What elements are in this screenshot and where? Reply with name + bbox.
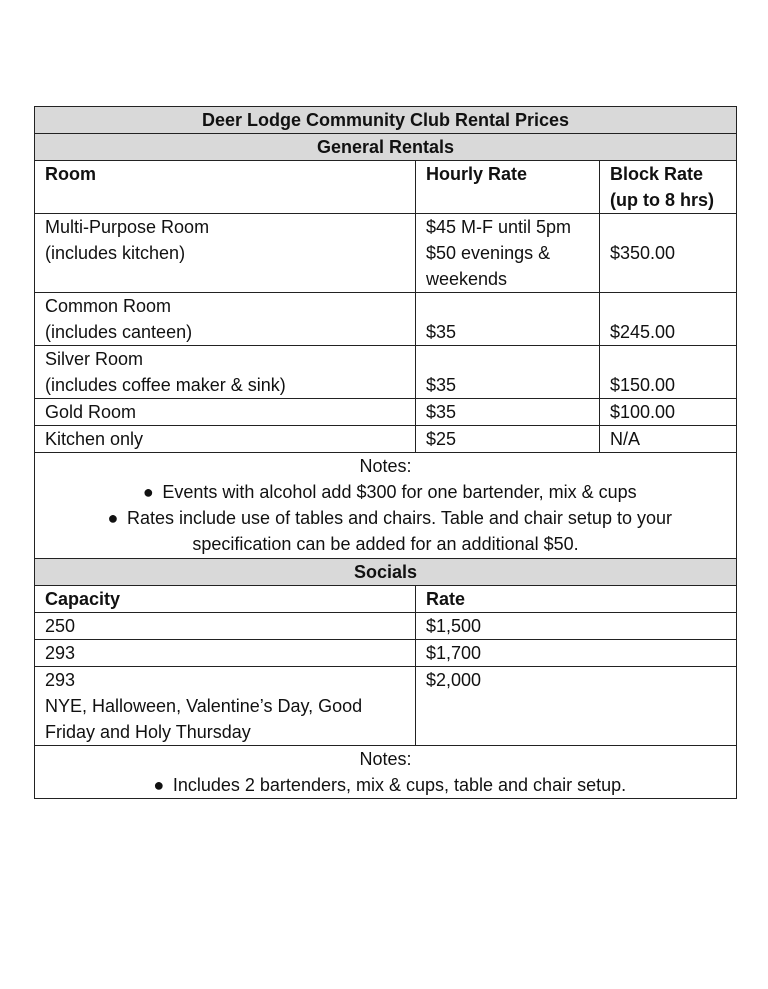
- room-name: Common Room: [45, 296, 172, 316]
- capacity-cell: [35, 667, 416, 746]
- block-rate-header-line1: Block Rate: [610, 164, 704, 184]
- capacity-note-line2: Friday and Holy Thursday: [45, 722, 251, 742]
- block-rate-header: [600, 161, 737, 214]
- hourly-rate-cell: $35: [416, 293, 600, 346]
- hourly-rate-cell: $25: [416, 426, 600, 453]
- note-item: [45, 772, 726, 798]
- note-text: Includes 2 bartenders, mix & cups, table and chair setup.: [172, 775, 627, 795]
- note-item: [45, 479, 726, 505]
- bullet-icon: ●: [153, 775, 165, 795]
- hourly-rate-cell: $35: [416, 399, 600, 426]
- hourly-rate-line3: weekends: [426, 269, 508, 289]
- room-header: Room: [35, 161, 416, 214]
- hourly-rate-header: Hourly Rate: [416, 161, 600, 214]
- note-text: Events with alcohol add $300 for one bartender, mix & cups: [162, 482, 637, 502]
- socials-notes: [35, 746, 737, 799]
- hourly-rate-cell: $35: [416, 346, 600, 399]
- note-text: Rates include use of tables and chairs. Table and chair setup to your: [126, 508, 672, 528]
- general-rentals-heading: General Rentals: [35, 134, 737, 161]
- room-cell: [35, 293, 416, 346]
- room-name: Multi-Purpose Room: [45, 217, 210, 237]
- capacity-header: Capacity: [35, 586, 416, 613]
- note-text-continued: specification can be added for an additional $50.: [192, 534, 579, 554]
- notes-label: Notes:: [359, 749, 412, 769]
- notes-label: Notes:: [359, 456, 412, 476]
- hourly-rate-line2: $50 evenings &: [426, 243, 551, 263]
- general-header-row: [35, 161, 737, 214]
- general-notes-row: [35, 453, 737, 559]
- note-item: [45, 505, 726, 531]
- rate-cell: $1,500: [416, 613, 737, 640]
- capacity-cell: 293: [35, 640, 416, 667]
- block-rate-cell: $350.00: [600, 214, 737, 293]
- table-row: [35, 613, 737, 640]
- room-name: Gold Room: [35, 399, 416, 426]
- capacity-cell: 250: [35, 613, 416, 640]
- block-rate-cell: $150.00: [600, 346, 737, 399]
- rate-header: Rate: [416, 586, 737, 613]
- table-row: [35, 426, 737, 453]
- socials-heading: Socials: [35, 559, 737, 586]
- block-rate-cell: $245.00: [600, 293, 737, 346]
- room-name: Silver Room: [45, 349, 144, 369]
- socials-notes-row: [35, 746, 737, 799]
- bullet-icon: ●: [107, 508, 119, 528]
- hourly-rate-line1: $45 M-F until 5pm: [426, 217, 572, 237]
- table-row: [35, 667, 737, 746]
- room-note: (includes canteen): [45, 322, 193, 342]
- table-row: [35, 640, 737, 667]
- capacity-note-line1: NYE, Halloween, Valentine’s Day, Good: [45, 696, 363, 716]
- general-notes: [35, 453, 737, 559]
- table-row: [35, 293, 737, 346]
- table-title: Deer Lodge Community Club Rental Prices: [35, 107, 737, 134]
- room-name: Kitchen only: [35, 426, 416, 453]
- room-cell: [35, 346, 416, 399]
- table-row: [35, 399, 737, 426]
- room-cell: [35, 214, 416, 293]
- rate-cell: $1,700: [416, 640, 737, 667]
- capacity-value: 293: [45, 670, 76, 690]
- bullet-icon: ●: [142, 482, 154, 502]
- room-note: (includes kitchen): [45, 243, 186, 263]
- room-note: (includes coffee maker & sink): [45, 375, 286, 395]
- table-row: [35, 346, 737, 399]
- hourly-rate-cell: [416, 214, 600, 293]
- block-rate-header-line2: (up to 8 hrs): [610, 190, 714, 210]
- block-rate-cell: N/A: [600, 426, 737, 453]
- socials-header-row: [35, 586, 737, 613]
- rate-cell: $2,000: [416, 667, 737, 746]
- block-rate-cell: $100.00: [600, 399, 737, 426]
- rental-prices-table: [34, 106, 737, 799]
- table-row: [35, 214, 737, 293]
